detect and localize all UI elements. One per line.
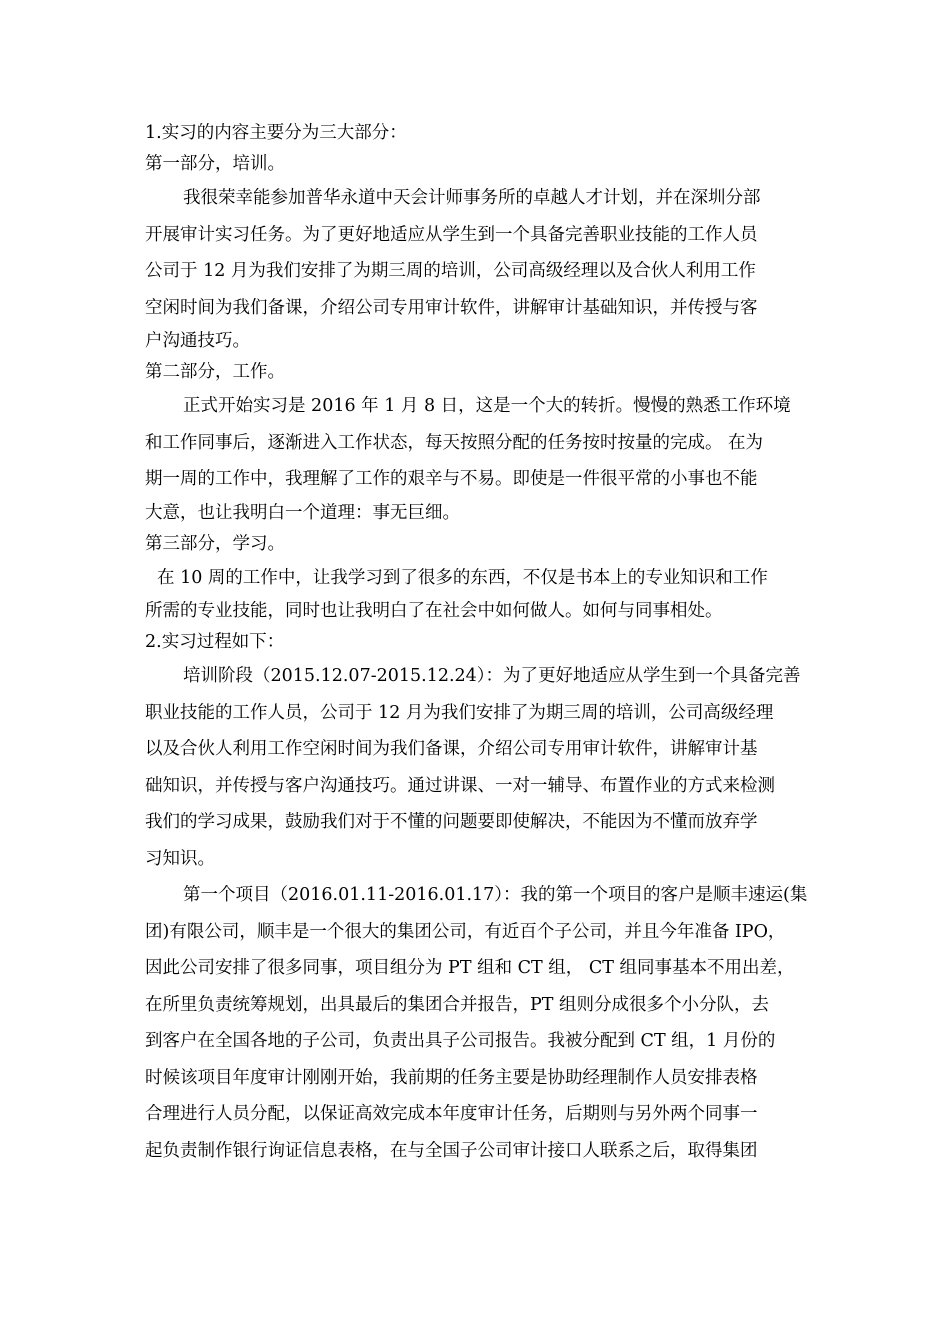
subsection-heading: 第三部分，学习。: [145, 533, 285, 554]
paragraph-line: 空闲时间为我们备课，介绍公司专用审计软件，讲解审计基础知识，并传授与客: [145, 297, 758, 318]
paragraph-line: 习知识。: [145, 848, 215, 869]
paragraph-line: 在所里负责统筹规划，出具最后的集团合并报告，PT 组则分成很多个小分队，去: [145, 994, 770, 1015]
section-heading: 2.实习过程如下：: [145, 632, 285, 652]
paragraph-line: 第一个项目（2016.01.11-2016.01.17）：我的第一个项目的客户是顺丰速运(集: [183, 885, 808, 905]
paragraph-line: 我们的学习成果，鼓励我们对于不懂的问题要即使解决，不能因为不懂而放弃学: [145, 812, 758, 832]
paragraph-line: 到客户在全国各地的子公司，负责出具子公司报告。我被分配到 CT 组，1 月份的: [145, 1031, 776, 1051]
document-body: [145, 118, 810, 1169]
paragraph-line: 所需的专业技能，同时也让我明白了在社会中如何做人。如何与同事相处。: [145, 601, 723, 621]
paragraph-line: 大意，也让我明白一个道理：事无巨细。: [145, 502, 460, 523]
paragraph-line: 培训阶段（2015.12.07-2015.12.24）：为了更好地适应从学生到一个具备完善: [183, 666, 801, 686]
paragraph-line: 职业技能的工作人员，公司于 12 月为我们安排了为期三周的培训，公司高级经理: [145, 702, 774, 723]
paragraph-line: 合理进行人员分配，以保证高效完成本年度审计任务，后期则与另外两个同事一: [145, 1104, 758, 1124]
subsection-heading: 第一部分，培训。: [145, 154, 285, 174]
subsection-heading: 第二部分，工作。: [145, 362, 285, 382]
paragraph-line: 在 10 周的工作中，让我学习到了很多的东西，不仅是书本上的专业知识和工作: [157, 567, 768, 588]
paragraph-line: 期一周的工作中，我理解了工作的艰辛与不易。即使是一件很平常的小事也不能: [145, 469, 758, 489]
paragraph-line: 户沟通技巧。: [145, 331, 250, 351]
paragraph-line: 因此公司安排了很多同事，项目组分为 PT 组和 CT 组， CT 组同事基本不用出差，: [145, 958, 795, 978]
paragraph-line: 正式开始实习是 2016 年 1 月 8 日，这是一个大的转折。慢慢的熟悉工作环境: [183, 396, 791, 416]
paragraph-line: 团)有限公司，顺丰是一个很大的集团公司，有近百个子公司，并且今年准备 IPO，: [145, 921, 786, 942]
section-heading: 1.实习的内容主要分为三大部分：: [145, 123, 407, 143]
paragraph-line: 时候该项目年度审计刚刚开始，我前期的任务主要是协助经理制作人员安排表格: [145, 1067, 758, 1088]
paragraph-line: 公司于 12 月为我们安排了为期三周的培训，公司高级经理以及合伙人利用工作: [145, 261, 756, 281]
paragraph-line: 和工作同事后，逐渐进入工作状态，每天按照分配的任务按时按量的完成。 在为: [145, 432, 764, 453]
paragraph-line: 我很荣幸能参加普华永道中天会计师事务所的卓越人才计划，并在深圳分部: [183, 188, 761, 208]
paragraph-line: 开展审计实习任务。为了更好地适应从学生到一个具备完善职业技能的工作人员: [145, 224, 758, 245]
paragraph-line: 础知识，并传授与客户沟通技巧。通过讲课、一对一辅导、布置作业的方式来检测: [145, 775, 775, 796]
paragraph-line: 起负责制作银行询证信息表格，在与全国子公司审计接口人联系之后，取得集团: [145, 1140, 758, 1161]
paragraph-line: 以及合伙人利用工作空闲时间为我们备课，介绍公司专用审计软件，讲解审计基: [145, 739, 758, 759]
